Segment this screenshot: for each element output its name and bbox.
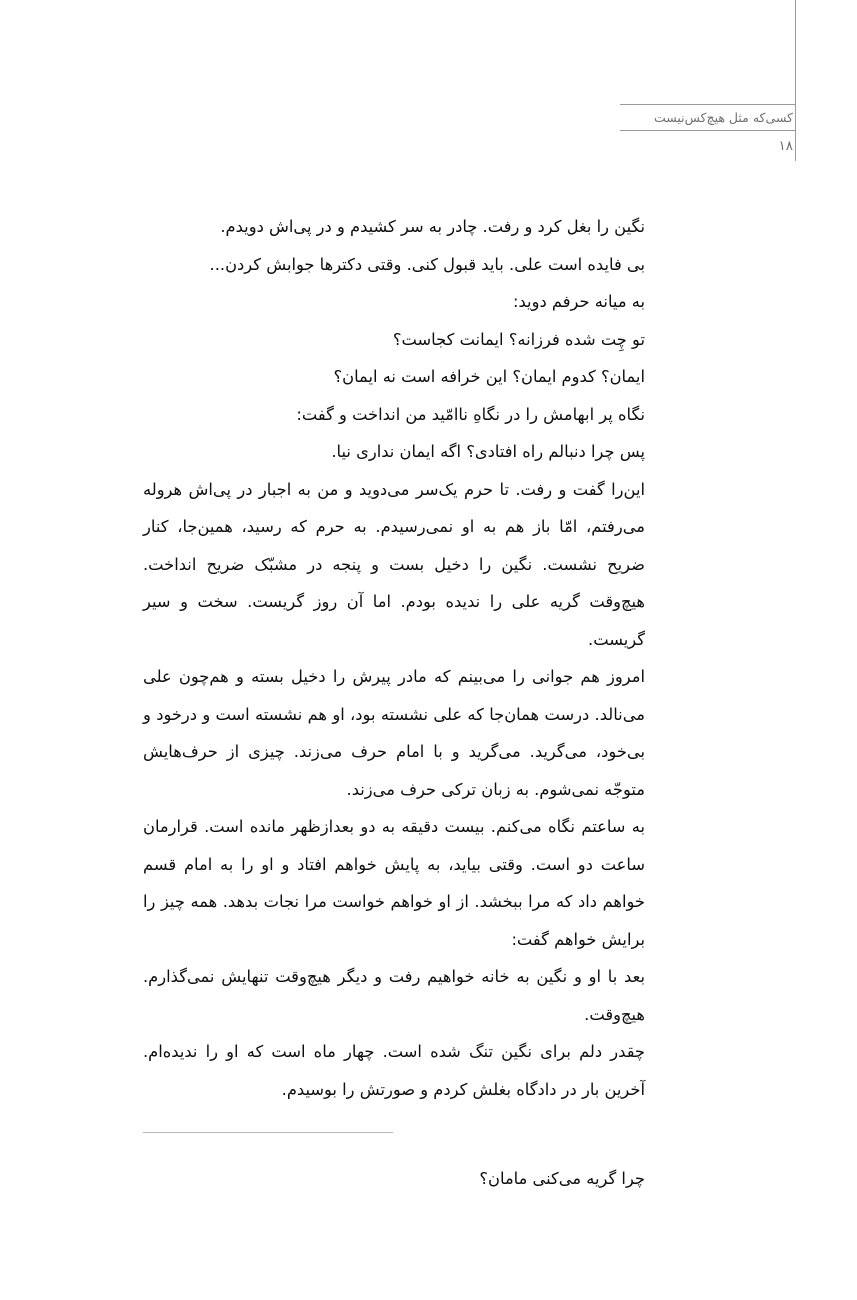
page-edge-rule (795, 0, 796, 161)
paragraph: نگاه پر ابهامش را در نگاهِ ناامّید من انداخت و گفت: (296, 404, 645, 424)
page-number: ۱۸ (778, 137, 793, 154)
dialogue-line: پس چرا دنبالم راه افتادی؟ اگه ایمان نداری نیا. (331, 442, 645, 461)
paragraph: به میانه حرفم دوید: (513, 292, 645, 311)
running-head (620, 104, 795, 154)
section-divider (143, 1132, 393, 1133)
running-head-title: کسی‌که مثل هیچ‌کس‌نیست (653, 110, 793, 125)
section-divider-wrap (143, 1132, 645, 1133)
paragraph: به ساعتم نگاه می‌کنم. بیست دقیقه به دو بعدازظهر مانده است. قرارمان ساعت دو است. وقتی بیاید، به پایش خواهم افتاد و او را به امام قسم خواهم داد که مرا ببخشد. از او خواهم خواست مرا نجات بدهد. همه چیز را برایش خواهم گفت: (143, 817, 645, 949)
closing-dialogue-line: چرا گریه می‌کنی مامان؟ (479, 1169, 645, 1188)
paragraph: بی فایده است علی. باید قبول کنی. وقتی دکترها جوابش کردن... (209, 254, 645, 274)
paragraph: این‌را گفت و رفت. تا حرم یک‌سر می‌دوید و من به اجبار در پی‌اش هروله می‌رفتم، امّا باز هم به او نمی‌رسیدم. به حرم که رسید، همین‌جا، کنار ضریح نشست. نگین را دخیل بست و پنجه در مشبّک ضریح انداخت. هیچ‌وقت گریه علی را ندیده بودم. اما آن روز گریست. سخت و سیر گریست. (143, 479, 645, 649)
dialogue-line: تو چِت شده فرزانه؟ ایمانت کجاست؟ (392, 329, 645, 349)
body-text-column (143, 208, 645, 1198)
paragraph: امروز هم جوانی را می‌بینم که مادر پیرش را دخیل بسته و هم‌چون علی می‌نالد. درست همان‌جا که علی نشسته بود، او هم نشسته است و درخود و بی‌خود، می‌گرید. می‌گرید و با امام حرف می‌زند. چیزی از حرف‌هایش متوجّه نمی‌شوم. به زبان ترکی حرف می‌زند. (143, 667, 645, 799)
dialogue-line: ایمان؟ کدوم ایمان؟ این خرافه است نه ایمان؟ (333, 367, 645, 386)
paragraph: چقدر دلم برای نگین تنگ شده است. چهار ماه است که او را ندیده‌ام. آخرین بار در دادگاه بغلش کردم و صورتش را بوسیدم. (143, 1042, 645, 1099)
paragraph: نگین را بغل کرد و رفت. چادر به سر کشیدم و در پی‌اش دویدم. (220, 217, 645, 236)
paragraph: بعد با او و نگین به خانه خواهیم رفت و دیگر هیچ‌وقت تنهایش نمی‌گذارم. هیچ‌وقت. (143, 967, 645, 1024)
